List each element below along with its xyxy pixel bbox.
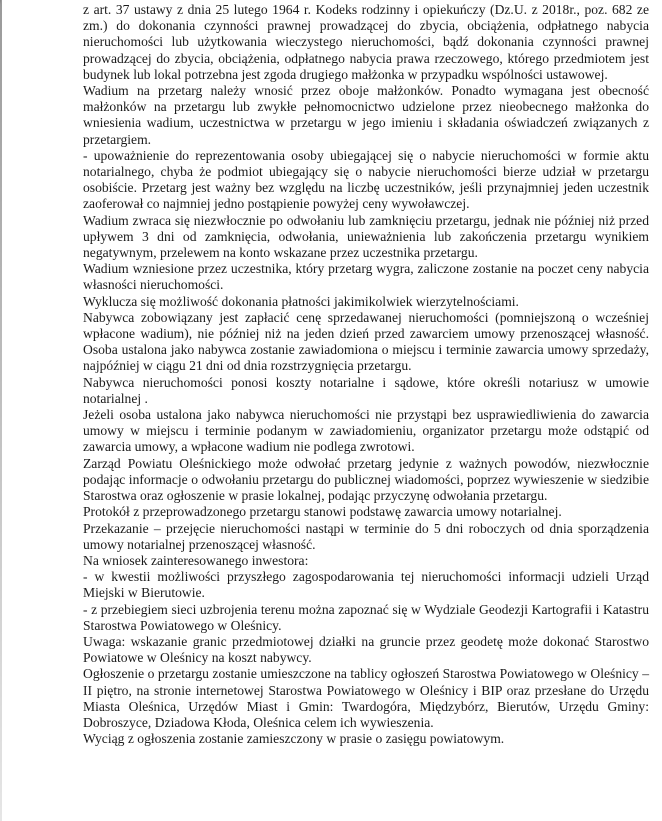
paragraph-deposit-return: Wadium zwraca się niezwłocznie po odwołaniu lub zamknięciu przetargu, jednak nie później niż przed upływem 3 dni od zamknięcia, odwołania, unieważnienia lub zakończenia przetargu wynikiem negatywnym, przelewem na konto wskazane przez uczestnika przetargu.	[83, 212, 649, 261]
paragraph-press-extract: Wyciąg z ogłoszenia zostanie zamieszczony w prasie o zasięgu powiatowym.	[83, 731, 505, 747]
paragraph-power-of-attorney: - upoważnienie do reprezentowania osoby ubiegającej się o nabycie nieruchomości w formie aktu notarialnego, chyba że podmiot ubiegający się o nabycie nieruchomości bierze udział w przetargu osobiście. Przetarg jest ważny bez względu na liczbę uczestników, jeśli przynajmniej jeden uczestnik zaoferował co najmniej jedno postąpienie powyżej ceny wywoławczej.	[83, 147, 649, 212]
paragraph-utility-network: - z przebiegiem sieci uzbrojenia terenu można zapoznać się w Wydziale Geodezji Kartografii i Katastru Starostwa Powiatowego w Oleśnicy.	[83, 601, 649, 633]
paragraph-investor-request: Na wniosek zainteresowanego inwestora:	[83, 552, 309, 568]
paragraph-deposit-spouses: Wadium na przetarg należy wnosić przez oboje małżonków. Ponadto wymagana jest obecność małżonków na przetargu lub zwykłe pełnomocnictwo udzielone przez nieobecnego małżonka do wniesienia wadium, uczestnictwa w przetargu w jego imieniu i składania oświadczeń związanych z przetargiem.	[83, 83, 649, 147]
paragraph-protocol: Protokół z przeprowadzonego przetargu stanowi podstawę zawarcia umowy notarialnej.	[83, 504, 562, 520]
paragraph-failure-to-appear: Jeżeli osoba ustalona jako nabywca nieruchomości nie przystąpi bez usprawiedliwienia do zawarcia umowy w miejscu i terminie podanym w zawiadomieniu, organizator przetargu może odstąpić od zawarcia umowy, a wpłacone wadium nie podlega zwrotowi.	[83, 407, 649, 455]
paragraph-publication: Ogłoszenie o przetargu zostanie umieszczone na tablicy ogłoszeń Starostwa Powiatowego w Oleśnicy – II piętro, na stronie internetowej Starostwa Powiatowego w Oleśnicy i BIP oraz przesłane do Urzędu Miasta Oleśnica, Urzędów Miast i Gmin: Twardogóra, Międzybórz, Bierutów, Urzędu Gminy: Dobroszyce, Dziadowa Kłoda, Oleśnica celem ich wywieszenia.	[83, 666, 649, 730]
paragraph-payment-exclusion: Wyklucza się możliwość dokonania płatności jakimikolwiek wierzytelnościami.	[83, 293, 519, 309]
paragraph-deposit-credited: Wadium wzniesione przez uczestnika, który przetarg wygra, zaliczone zostanie na poczet ceny nabycia własności nieruchomości.	[83, 261, 649, 293]
paragraph-boundary-note: Uwaga: wskazanie granic przedmiotowej działki na gruncie przez geodetę może dokonać Starostwo Powiatowe w Oleśnicy na koszt nabywcy.	[83, 633, 649, 666]
paragraph-handover: Przekazanie – przejęcie nieruchomości nastąpi w terminie do 5 dni roboczych od dnia sporządzenia umowy notarialnej przenoszącej własność.	[83, 520, 649, 552]
paragraph-marital-consent: z art. 37 ustawy z dnia 25 lutego 1964 r. Kodeks rodzinny i opiekuńczy (Dz.U. z 2018r., poz. 682 ze zm.) do dokonania czynności prawnej prowadzącej do zbycia, obciążenia, odpłatnego nabycia nieruchomości lub użytkowania wieczystego nieruchomości, bądź dokonania czynności prawnej prowadzącej do zbycia, obciążenia, odpłatnego nabycia prawa rzeczowego, którego przedmiotem jest budynek lub lokal potrzebna jest zgoda drugiego małżonka w przypadku wspólności ustawowej.	[83, 2, 649, 82]
scan-page-edge	[0, 0, 2, 821]
paragraph-auction-cancellation: Zarząd Powiatu Oleśnickiego może odwołać przetarg jedynie z ważnych powodów, niezwłocznie podając informacje o odwołaniu przetargu do publicznej wiadomości, poprzez wywieszenie w siedzibie Starostwa oraz ogłoszenie w prasie lokalnej, podając przyczynę odwołania przetargu.	[83, 455, 649, 504]
paragraph-zoning-info: - w kwestii możliwości przyszłego zagospodarowania tej nieruchomości informacji udzieli Urząd Miejski w Bierutowie.	[83, 569, 649, 601]
scan-fold-mark	[0, 0, 13, 40]
paragraph-buyer-payment: Nabywca zobowiązany jest zapłacić cenę sprzedawanej nieruchomości (pomniejszoną o wcześniej wpłacone wadium), nie później niż na jeden dzień przed zawarciem umowy przenoszącej własność. Osoba ustalona jako nabywca zostanie zawiadomiona o miejscu i terminie zawarcia umowy sprzedaży, najpóźniej w ciągu 21 dni od dnia rozstrzygnięcia przetargu.	[83, 309, 649, 374]
document-body	[83, 2, 649, 747]
paragraph-notary-costs: Nabywca nieruchomości ponosi koszty notarialne i sądowe, które określi notariusz w umowie notarialnej .	[83, 374, 649, 406]
